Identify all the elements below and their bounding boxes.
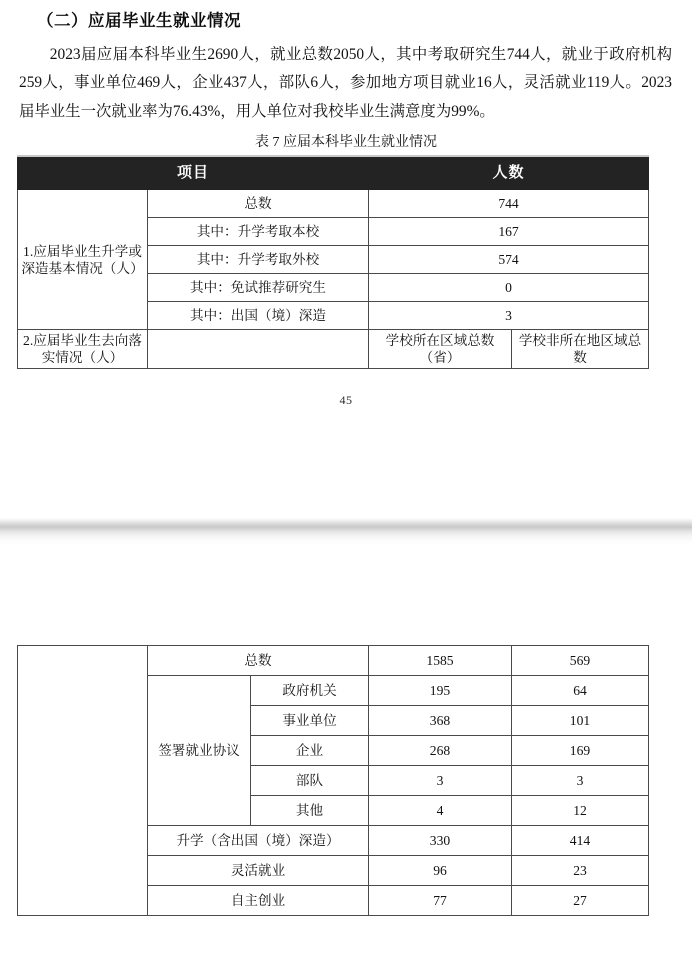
column-subheader-in-region: 学校所在区域总数（省） [369, 330, 512, 369]
row-group-label-empty [18, 646, 148, 916]
row-value-in-region: 77 [369, 886, 512, 916]
table-employment-destination-continued [17, 645, 649, 916]
table-header-row [18, 156, 649, 190]
row-value: 744 [369, 190, 649, 218]
row-value-out-region: 169 [512, 736, 649, 766]
row-value: 167 [369, 218, 649, 246]
row-label: 事业单位 [251, 706, 369, 736]
row-label: 其中：升学考取外校 [148, 246, 369, 274]
document-page-46 [0, 545, 692, 974]
table-employment-overview [17, 155, 649, 369]
row-value-in-region: 368 [369, 706, 512, 736]
row-value-in-region: 268 [369, 736, 512, 766]
row-label-empty [148, 330, 369, 369]
row-label: 其中：出国（境）深造 [148, 302, 369, 330]
table-row [18, 646, 649, 676]
row-label: 其中：免试推荐研究生 [148, 274, 369, 302]
row-subgroup-label: 签署就业协议 [148, 676, 251, 826]
row-label: 其中：升学考取本校 [148, 218, 369, 246]
row-value: 574 [369, 246, 649, 274]
row-value-out-region: 101 [512, 706, 649, 736]
row-label: 总数 [148, 646, 369, 676]
row-value-out-region: 27 [512, 886, 649, 916]
row-value: 3 [369, 302, 649, 330]
row-value-in-region: 1585 [369, 646, 512, 676]
table-row [18, 190, 649, 218]
row-value-in-region: 3 [369, 766, 512, 796]
column-subheader-out-region: 学校非所在地区域总数 [512, 330, 649, 369]
row-value-out-region: 3 [512, 766, 649, 796]
row-group-label-2: 2.应届毕业生去向落实情况（人） [18, 330, 148, 369]
row-value-out-region: 414 [512, 826, 649, 856]
page-title: （二）应届毕业生就业情况 [37, 11, 241, 30]
page-separator [0, 518, 692, 545]
row-group-label-1: 1.应届毕业生升学或深造基本情况（人） [18, 190, 148, 330]
row-label: 政府机关 [251, 676, 369, 706]
column-header-item: 项目 [18, 156, 369, 190]
row-label: 其他 [251, 796, 369, 826]
body-paragraph: 2023届应届本科毕业生2690人，就业总数2050人，其中考取研究生744人，就业于政府机构259人，事业单位469人，企业437人，部队6人，参加地方项目就业16人，灵活就业119人。2023届毕业生一次就业率为76.43%，用人单位对我校毕业生满意度为99%。 [19, 45, 672, 120]
row-value-out-region: 23 [512, 856, 649, 886]
row-value-in-region: 96 [369, 856, 512, 886]
row-value-out-region: 64 [512, 676, 649, 706]
page-top-spacer [17, 545, 675, 645]
row-value-out-region: 569 [512, 646, 649, 676]
row-value: 0 [369, 274, 649, 302]
row-label: 灵活就业 [148, 856, 369, 886]
page-number: 45 [339, 393, 353, 408]
row-label: 升学（含出国（境）深造） [148, 826, 369, 856]
row-value-out-region: 12 [512, 796, 649, 826]
row-label: 企业 [251, 736, 369, 766]
row-value-in-region: 330 [369, 826, 512, 856]
row-label: 部队 [251, 766, 369, 796]
table-row [18, 330, 649, 369]
row-label: 总数 [148, 190, 369, 218]
row-value-in-region: 4 [369, 796, 512, 826]
row-value-in-region: 195 [369, 676, 512, 706]
table-caption-table7: 表 7 应届本科毕业生就业情况 [255, 135, 437, 151]
row-label: 自主创业 [148, 886, 369, 916]
column-header-count: 人数 [369, 156, 649, 190]
